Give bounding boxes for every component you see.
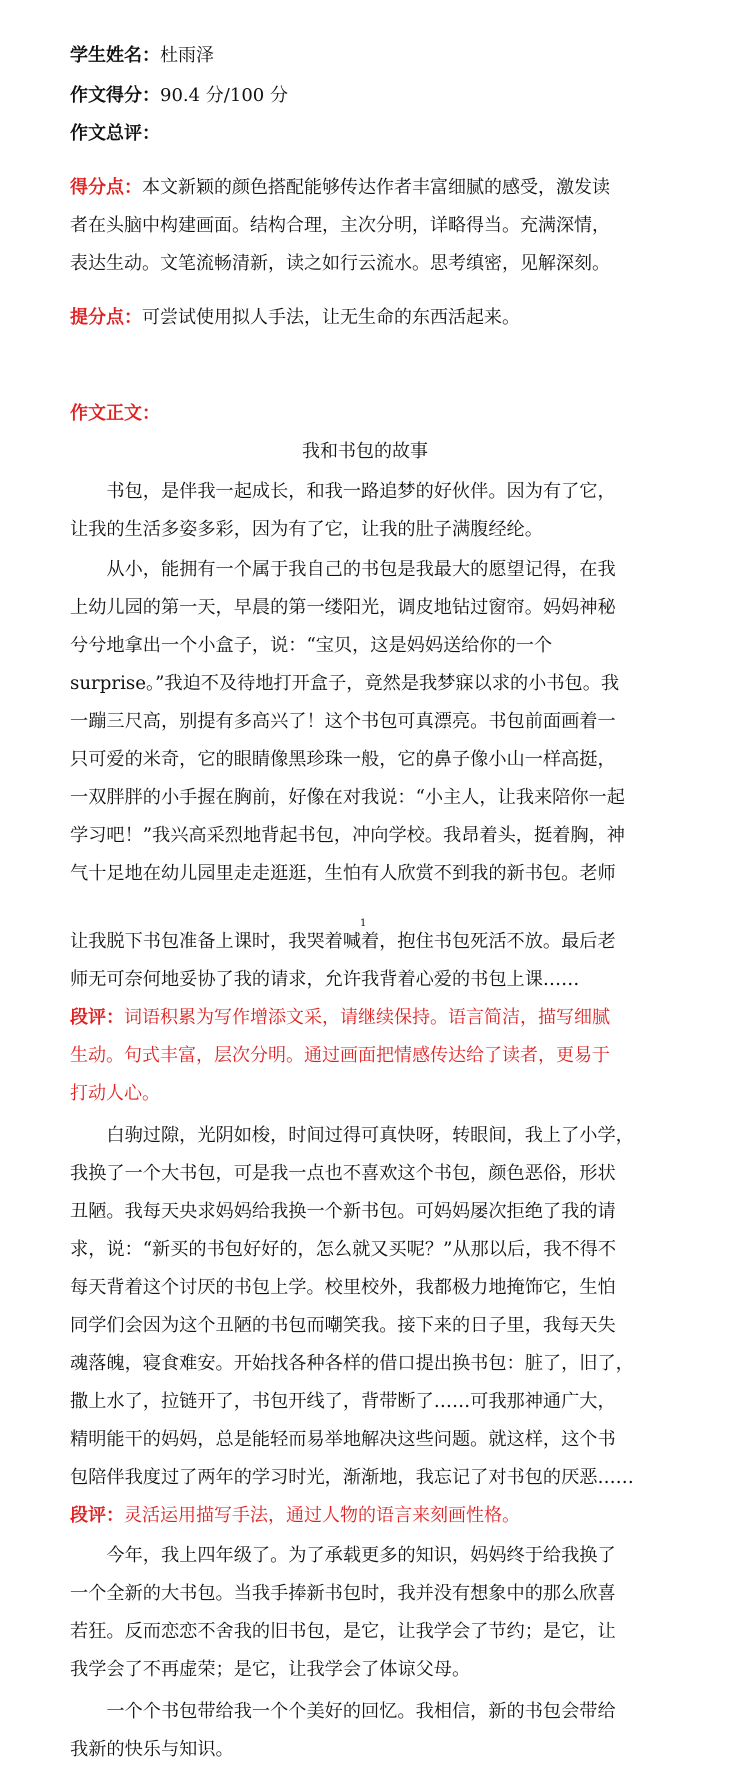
- paragraph-comment-line: 生动。句式丰富，层次分明。通过画面把情感传达给了读者，更易于: [70, 1045, 610, 1066]
- improve-label: 提分点：: [70, 307, 142, 328]
- essay-line: 一蹦三尺高，别提有多高兴了！这个书包可真漂亮。书包前面画着一: [70, 711, 616, 732]
- essay-line: 求，说：“新买的书包好好的，怎么就又买呢？”从那以后，我不得不: [70, 1239, 617, 1260]
- essay-body-label: 作文正文：: [70, 403, 160, 424]
- merit-line: [70, 176, 670, 200]
- merit-text: 本文新颖的颜色搭配能够传达作者丰富细腻的感受，激发读: [142, 177, 610, 198]
- essay-line: 一个全新的大书包。当我手捧新书包时，我并没有想象中的那么欣喜: [70, 1583, 616, 1604]
- paragraph-comment-1: [70, 1006, 670, 1030]
- essay-line: 只可爱的米奇，它的眼睛像黑珍珠一般，它的鼻子像小山一样高挺，: [70, 749, 616, 770]
- essay-line: 白驹过隙，光阴如梭，时间过得可真快呀，转眼间，我上了小学，: [70, 1125, 634, 1146]
- essay-line: 魂落魄，寝食难安。开始找各种各样的借口提出换书包：脏了，旧了，: [70, 1353, 634, 1374]
- essay-line: 同学们会因为这个丑陋的书包而嘲笑我。接下来的日子里，我每天失: [70, 1315, 616, 1336]
- essay-line: 从小，能拥有一个属于我自己的书包是我最大的愿望记得，在我: [70, 559, 616, 580]
- essay-line: 一个个书包带给我一个个美好的回忆。我相信，新的书包会带给: [70, 1701, 616, 1722]
- essay-line: 上幼儿园的第一天，早晨的第一缕阳光，调皮地钻过窗帘。妈妈神秘: [70, 597, 616, 618]
- essay-line: 学习吧！”我兴高采烈地背起书包，冲向学校。我昂着头，挺着胸，神: [70, 825, 625, 846]
- student-name-row: [70, 44, 670, 68]
- paragraph-comment-label: 段评：: [70, 1007, 124, 1028]
- score-label: 作文得分：: [70, 85, 160, 106]
- merit-line: 者在头脑中构建画面。结构合理，主次分明，详略得当。充满深情，: [70, 215, 610, 236]
- essay-line: 包陪伴我度过了两年的学习时光，渐渐地，我忘记了对书包的厌恶……: [70, 1467, 634, 1488]
- merit-line: 表达生动。文笔流畅清新，读之如行云流水。思考缜密，见解深刻。: [70, 253, 610, 274]
- essay-line: 我新的快乐与知识。: [70, 1739, 234, 1760]
- paragraph-comment-label: 段评：: [70, 1505, 124, 1526]
- improve-text: 可尝试使用拟人手法，让无生命的东西活起来。: [142, 307, 520, 328]
- essay-line: 丑陋。我每天央求妈妈给我换一个新书包。可妈妈屡次拒绝了我的请: [70, 1201, 616, 1222]
- essay-line: 每天背着这个讨厌的书包上学。校里校外，我都极力地掩饰它，生怕: [70, 1277, 616, 1298]
- page-number: 1: [360, 918, 367, 929]
- essay-line: 师无可奈何地妥协了我的请求，允许我背着心爱的书包上课……: [70, 969, 580, 990]
- merit-label: 得分点：: [70, 177, 142, 198]
- improve-line: [70, 306, 670, 330]
- paragraph-comment-text: 词语积累为写作增添文采，请继续保持。语言简洁，描写细腻: [124, 1007, 610, 1028]
- essay-line: 书包，是伴我一起成长，和我一路追梦的好伙伴。因为有了它，: [70, 481, 616, 502]
- essay-line: 兮兮地拿出一个小盒子，说：“宝贝，这是妈妈送给你的一个: [70, 635, 553, 656]
- essay-line: surprise。”我迫不及待地打开盒子，竟然是我梦寐以求的小书包。我: [70, 673, 620, 694]
- score-row: [70, 84, 670, 108]
- score-value: 90.4 分/100 分: [160, 85, 288, 106]
- essay-line: 今年，我上四年级了。为了承载更多的知识，妈妈终于给我换了: [70, 1545, 616, 1566]
- paragraph-comment-2: [70, 1504, 670, 1528]
- student-name: 杜雨泽: [160, 45, 214, 66]
- essay-line: 让我的生活多姿多彩，因为有了它，让我的肚子满腹经纶。: [70, 519, 543, 540]
- essay-line: 气十足地在幼儿园里走走逛逛，生怕有人欣赏不到我的新书包。老师: [70, 863, 616, 884]
- essay-title: 我和书包的故事: [302, 441, 428, 462]
- essay-line: 若狂。反而恋恋不舍我的旧书包，是它，让我学会了节约；是它，让: [70, 1621, 616, 1642]
- essay-line: 一双胖胖的小手握在胸前，好像在对我说：“小主人，让我来陪你一起: [70, 787, 625, 808]
- essay-line: 精明能干的妈妈，总是能轻而易举地解决这些问题。就这样，这个书: [70, 1429, 616, 1450]
- essay-line: 我学会了不再虚荣；是它，让我学会了体谅父母。: [70, 1659, 471, 1680]
- essay-line: 我换了一个大书包，可是我一点也不喜欢这个书包，颜色恶俗，形状: [70, 1163, 616, 1184]
- essay-line: 让我脱下书包准备上课时，我哭着喊着，抱住书包死活不放。最后老: [70, 931, 616, 952]
- student-name-label: 学生姓名：: [70, 45, 160, 66]
- paragraph-comment-text: 灵活运用描写手法，通过人物的语言来刻画性格。: [124, 1505, 520, 1526]
- overall-comment-label: 作文总评：: [70, 123, 160, 144]
- essay-line: 撒上水了，拉链开了，书包开线了，背带断了……可我那神通广大，: [70, 1391, 616, 1412]
- paragraph-comment-line: 打动人心。: [70, 1083, 160, 1104]
